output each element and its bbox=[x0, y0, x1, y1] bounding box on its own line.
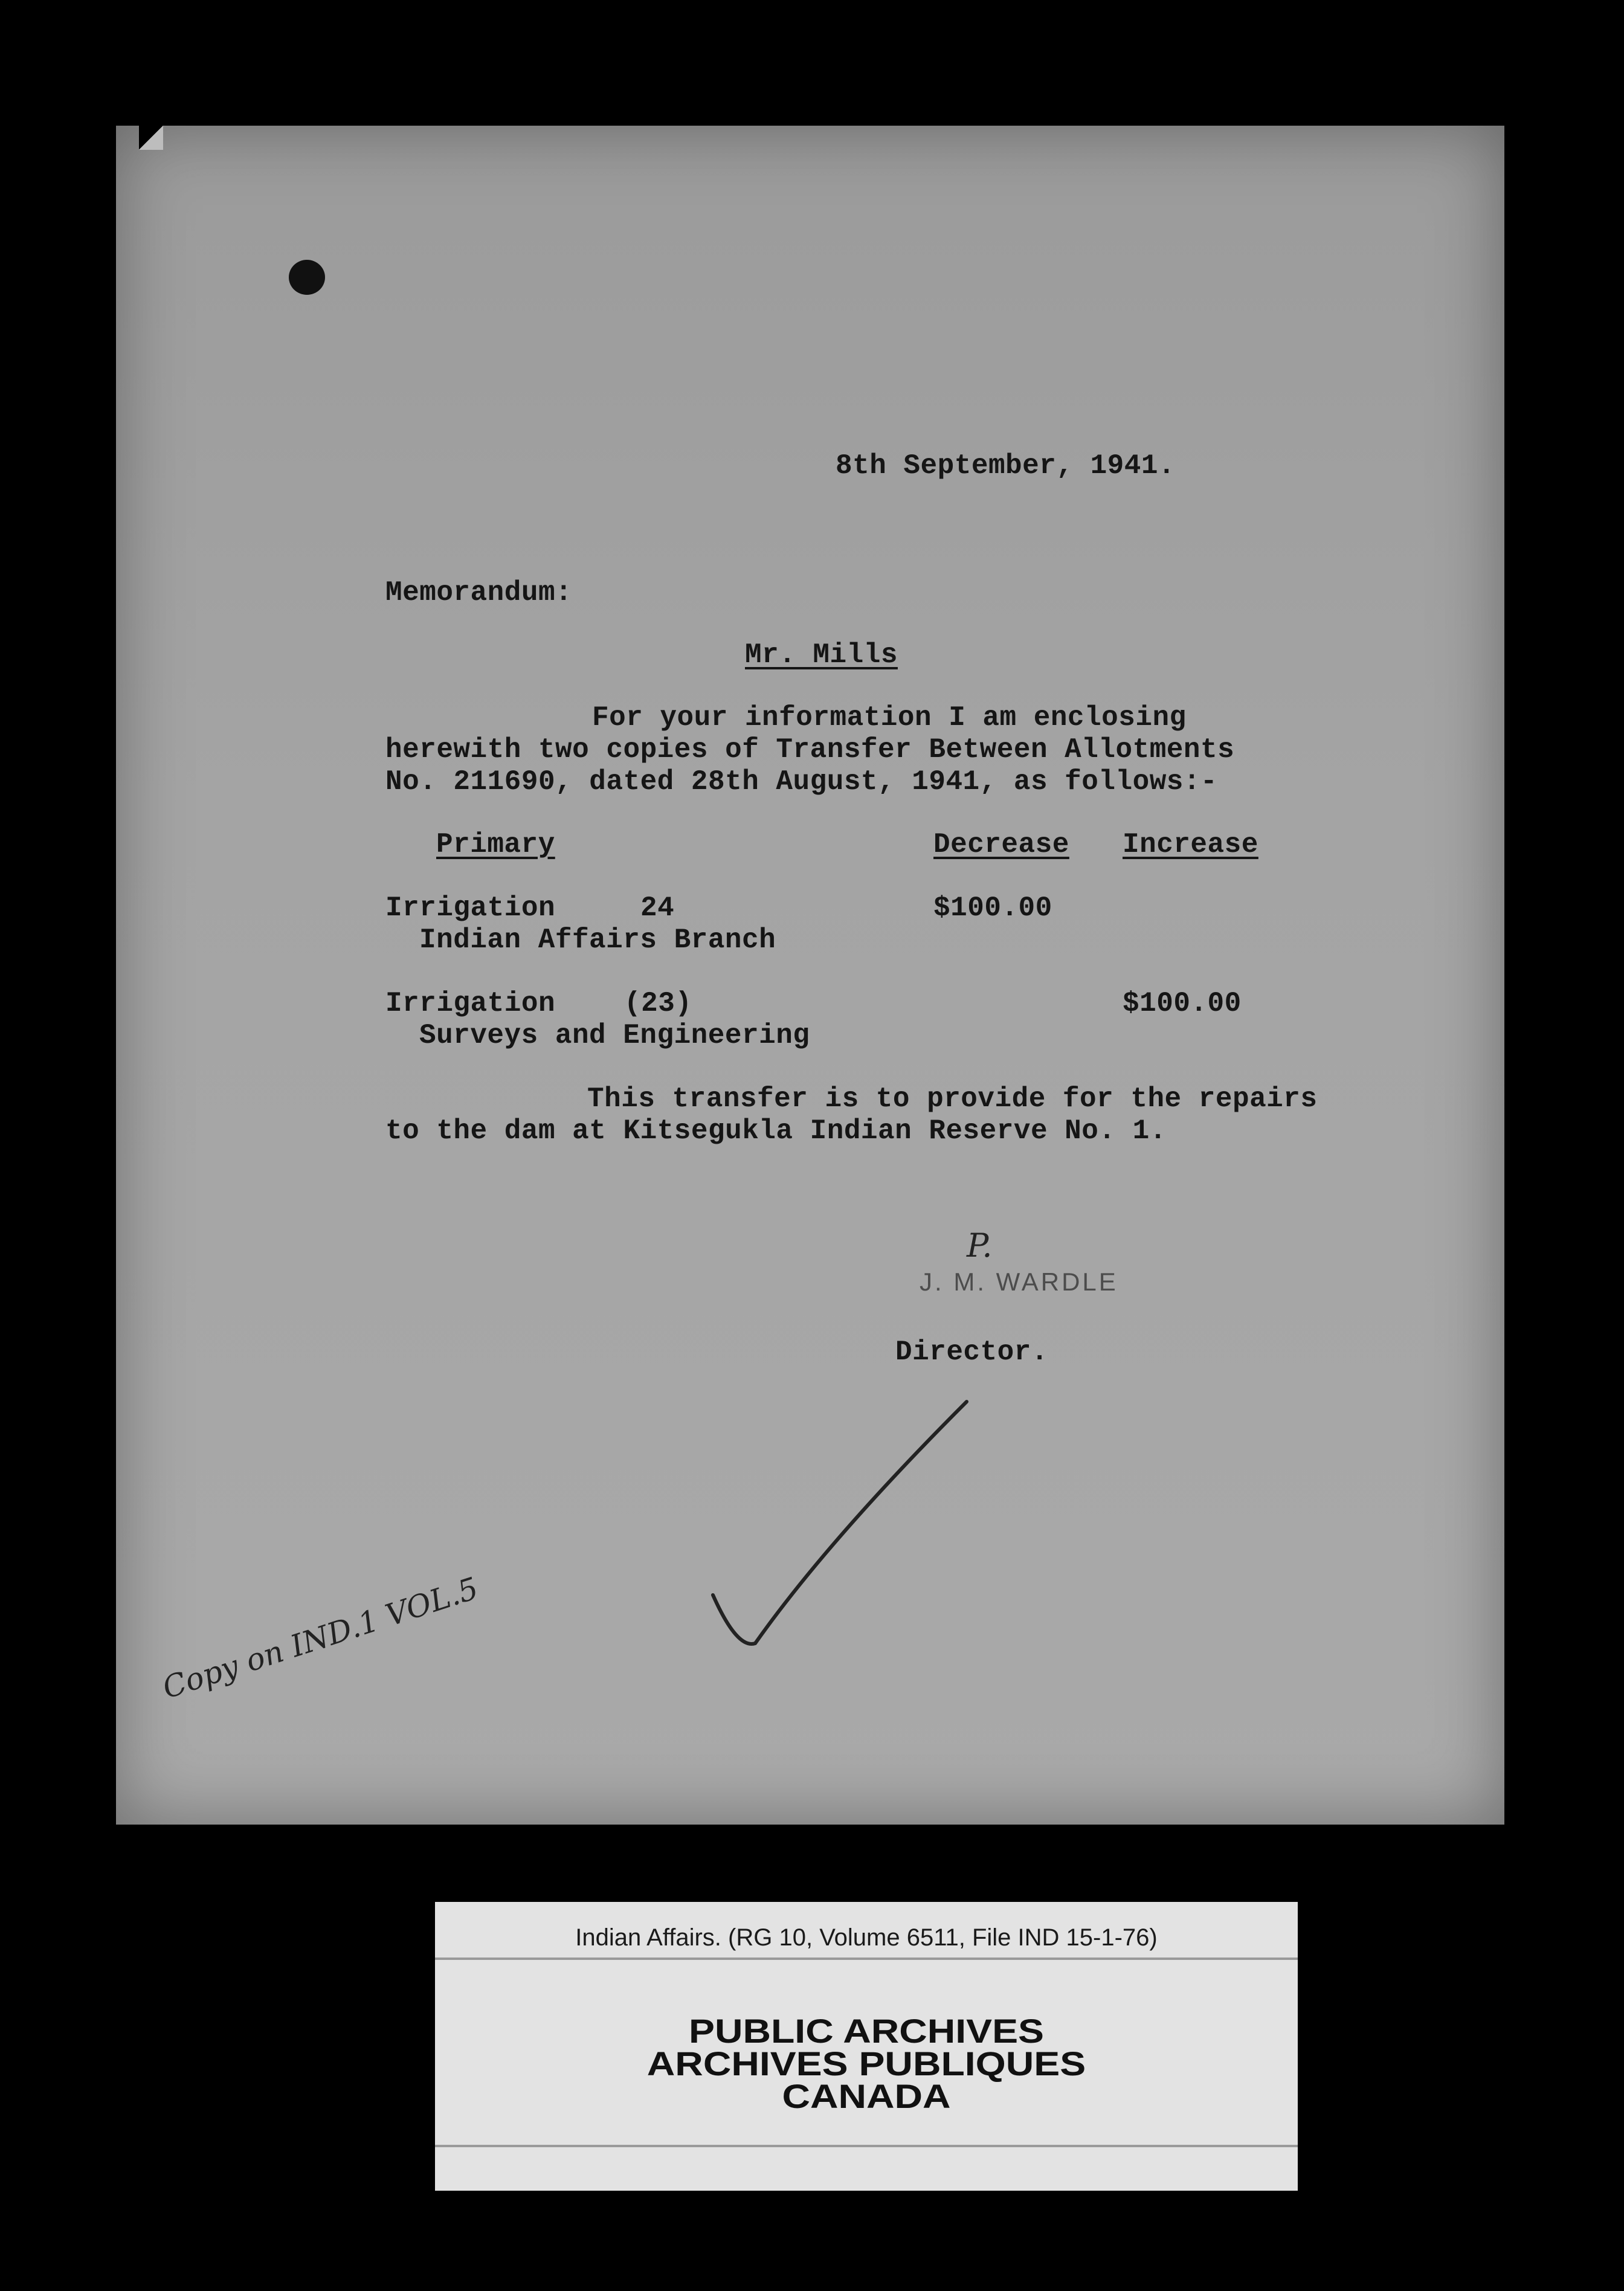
memo-paragraph-1-line-2: herewith two copies of Transfer Between Allotments bbox=[385, 734, 1235, 765]
row-1-code: 24 bbox=[640, 892, 675, 924]
memo-addressee: Mr. Mills bbox=[745, 639, 898, 671]
label-divider-bottom bbox=[435, 2145, 1298, 2147]
punch-hole bbox=[289, 260, 325, 295]
column-header-primary: Primary bbox=[436, 829, 555, 860]
memo-date: 8th September, 1941. bbox=[836, 450, 1176, 482]
signature-initial: P. bbox=[967, 1226, 993, 1265]
row-2-increase: $100.00 bbox=[1123, 988, 1242, 1019]
memo-heading: Memorandum: bbox=[385, 577, 573, 608]
row-2-name: Irrigation bbox=[385, 988, 556, 1019]
archive-line-1: PUBLIC ARCHIVES bbox=[688, 2012, 1045, 2050]
name-stamp: J. M. WARDLE bbox=[920, 1268, 1118, 1296]
memo-paragraph-1-line-3: No. 211690, dated 28th August, 1941, as follows:- bbox=[385, 766, 1218, 798]
handwritten-annotation: Copy on IND.1 VOL.5 bbox=[158, 1570, 483, 1706]
row-2-code: (23) bbox=[624, 988, 692, 1019]
memo-paragraph-2-line-2: to the dam at Kitsegukla Indian Reserve No. 1. bbox=[385, 1115, 1167, 1147]
label-divider-top bbox=[435, 1957, 1298, 1960]
row-1-name: Irrigation bbox=[385, 892, 556, 924]
row-2-subtitle: Surveys and Engineering bbox=[419, 1020, 810, 1051]
column-header-decrease: Decrease bbox=[933, 829, 1069, 860]
archive-line-3: CANADA bbox=[782, 2077, 951, 2115]
column-header-increase: Increase bbox=[1123, 829, 1258, 860]
checkmark-icon bbox=[701, 1390, 979, 1668]
memo-signatory-title: Director. bbox=[895, 1336, 1048, 1368]
memo-paragraph-1-line-1: For your information I am enclosing bbox=[592, 702, 1187, 733]
archive-line-2: ARCHIVES PUBLIQUES bbox=[646, 2044, 1086, 2083]
memo-paragraph-2-line-1: This transfer is to provide for the repairs bbox=[587, 1083, 1318, 1115]
archive-citation: Indian Affairs. (RG 10, Volume 6511, File IND 15-1-76) bbox=[575, 1924, 1158, 1951]
page-corner-fold bbox=[139, 126, 163, 150]
row-1-decrease: $100.00 bbox=[933, 892, 1052, 924]
row-1-subtitle: Indian Affairs Branch bbox=[419, 924, 776, 956]
archive-stamp bbox=[435, 2012, 1298, 2115]
